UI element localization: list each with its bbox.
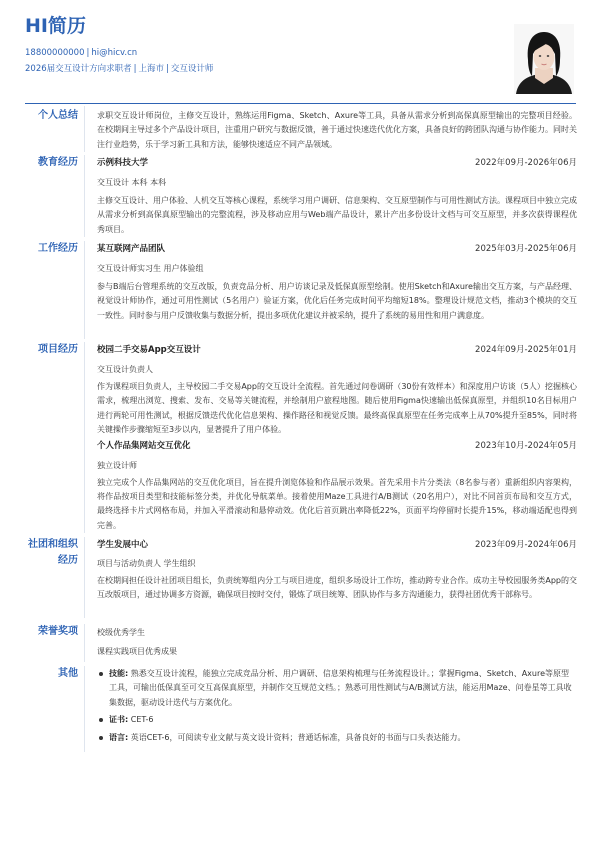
project-name: 校园二手交易App交互设计 [97,345,201,355]
summary-text: 求职交互设计师岗位，主修交互设计，熟练运用Figma、Sketch、Axure等工具，具备从需求分析到高保真原型输出的完整项目经验。在校期间主导过多个产品设计项目，注重用户研究与数据反馈，善于通过快速迭代优化方案，具备良好的跨团队沟通与协作能力。同时关注行业趋势，乐于学习新工具和方法，能够快速适应不同产品领域。 [97,111,577,149]
objective-line: 2026届交互设计方向求职者 | 上海市 | 交互设计师 [25,64,214,74]
section-divider [84,241,85,339]
project-role: 独立设计师 [97,460,137,470]
project-text: 独立完成个人作品集网站的交互优化项目，旨在提升浏览体验和作品展示效果。首先采用卡片分类法（8名参与者）重新组织内容架构，将作品按项目类型和技能标签分类，并优化导航菜单。接着使用Maze工具进行A/B测试（20名用户），对比不同首页布局和交互方式，最终选择卡片式网格布局，并加入平滑滚动和悬停动效。优化后首页跳出率降低22%，页面平均停留时长提升15%，移动端适配也得到完善。 [97,477,577,530]
section-title-activities: 社团和组织经历 [28,539,78,566]
summary-body [97,109,577,152]
profile-photo [514,24,574,94]
award-item: 课程实践项目优秀成果 [97,647,177,656]
project-text: 作为课程项目负责人，主导校园二手交易App的交互设计全流程。首先通过问卷调研（30份有效样本）和深度用户访谈（5人）挖掘核心需求，梳理出浏览、搜索、发布、交易等关键流程，并绘制用户旅程地图。随后使用Figma快速输出低保真原型，并组织10名目标用户进行两轮可用性测试，根据反馈迭代优化信息架构、操作路径和视觉反馈。最终高保真原型在任务完成率上从70%提升至85%，同时将关键操作步骤缩短至3步以内，显著提升了用户体验。 [97,382,577,435]
resume-header [25,14,505,76]
header-divider [25,103,576,104]
other-list [97,667,577,745]
item-text: 熟悉交互设计流程，能独立完成竞品分析、用户调研、信息架构梳理与任务流程设计。；掌握Figma、Sketch、Axure等原型工具，可输出低保真至可交互高保真原型，并制作交互规范文档。；熟悉可用性测试与A/B测试方法，能运用Maze、问卷星等工具收集数据，驱动设计迭代与方案优化。 [109,669,572,707]
section-title-education: 教育经历 [38,157,78,168]
awards-body [97,624,577,660]
education-major: 交互设计 本科 本科 [97,178,167,187]
work-header-row [97,241,577,257]
org-name: 学生发展中心 [97,540,149,550]
work-role: 交互设计师实习生 用户体验组 [97,264,204,273]
activities-text: 在校期间担任设计社团项目组长，负责统筹组内分工与项目进度，组织多场设计工作坊，推动跨专业合作。成功主导校园服务类App的交互改版项目，通过协调多方资源，确保项目按时交付，锻炼了项目统筹、团队协作与多方沟通能力，获得社团优秀干部称号。 [97,576,577,600]
section-title-awards: 荣誉奖项 [38,626,78,637]
award-item: 校级优秀学生 [97,628,145,637]
work-body [97,241,577,323]
list-item [97,713,577,727]
activities-header-row [97,537,577,553]
item-label: 语言: [109,732,129,742]
project-role: 交互设计负责人 [97,365,153,374]
list-item [97,667,577,710]
list-item [97,731,577,745]
section-divider [84,666,85,752]
company-name: 某互联网产品团队 [97,244,166,254]
city: 上海市 [138,64,165,74]
education-date: 2022年09月-2026年06月 [475,158,577,168]
item-text: 英语CET-6，可阅读专业文献与英文设计资料；普通话标准，具备良好的书面与口头表达能力。 [130,732,466,742]
education-text: 主修交互设计、用户体验、人机交互等核心课程，系统学习用户调研、信息架构、交互原型制作与可用性测试方法。课程项目中独立完成从需求分析到高保真原型输出的完整流程，涉及移动应用与Web端产品设计，累计产出多份设计文档与可交互原型，并多次获得课程优秀项目。 [97,196,577,234]
resume-name: HI简历 [25,15,86,37]
phone: 18800000000 [25,48,85,58]
section-title-projects: 项目经历 [38,344,78,355]
item-text: CET-6 [130,715,154,725]
project-date: 2023年10月-2024年05月 [475,440,577,451]
email: hi@hicv.cn [91,48,138,58]
activities-body [97,537,577,603]
section-divider [84,155,85,237]
education-header-row [97,155,577,171]
project-date: 2024年09月-2025年01月 [475,345,577,355]
section-divider [84,537,85,618]
work-date: 2025年03月-2025年06月 [475,244,577,254]
objective: 2026届交互设计方向求职者 [25,64,132,74]
section-title-other: 其他 [58,668,78,679]
section-title-summary: 个人总结 [38,110,78,121]
school-name: 示例科技大学 [97,158,149,168]
education-body [97,155,577,237]
project-name: 个人作品集网站交互优化 [97,440,191,451]
other-body [97,667,577,748]
item-label: 证书: [109,715,129,725]
activities-date: 2023年09月-2024年06月 [475,540,577,550]
section-divider [84,106,85,152]
work-text: 参与B端后台管理系统的交互改版，负责竞品分析、用户访谈记录及低保真原型绘制。使用Sketch和Axure输出交互方案，与产品经理、视觉设计师协作，通过可用性测试（5名用户）验证方案，优化后任务完成时间平均缩短18%。整理设计规范文档，推动3个模块的交互一致性。同时参与用户反馈收集与数据分析，提出多项优化建议并被采纳，提升了系统的易用性和用户满意度。 [97,282,577,320]
item-label: 技能: [109,669,129,678]
projects-body [97,342,577,533]
contact-line: 18800000000 | hi@hicv.cn [25,48,138,58]
target-position: 交互设计师 [170,64,214,74]
section-title-work: 工作经历 [38,243,78,254]
project-header-row [97,342,577,358]
activities-role: 项目与活动负责人 学生组织 [97,559,196,568]
project-header-row [97,438,577,454]
section-divider [84,342,85,533]
section-divider [84,624,85,662]
